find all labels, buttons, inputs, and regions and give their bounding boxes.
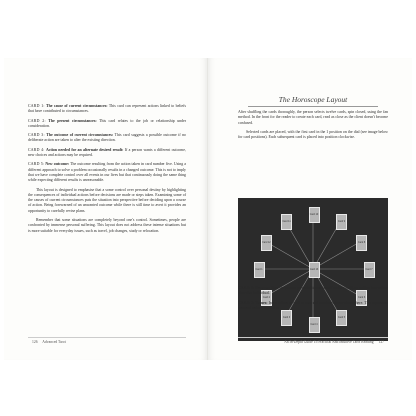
card-text: If a person wants a different outcome, new choices and actions may be required.: [28, 147, 186, 158]
right-page-footer: [238, 337, 388, 344]
card-tag: CARD 3:: [28, 133, 45, 138]
card-tag: CARD 1:: [238, 286, 255, 290]
horoscope-layout-diagram: [238, 198, 388, 341]
left-page: [4, 58, 208, 360]
body-paragraph: Selected cards are placed, with the first card in the 1 position on the dial (see image below for card positions). Each subsequent card is placed into position clockwise.: [238, 129, 388, 140]
tarot-card-position: Card 11: [281, 214, 292, 230]
card-text: This card can represent actions linked to beliefs that have contributed to circumstances.: [28, 104, 186, 114]
card-tag: CARD 1:: [28, 104, 45, 108]
page-number: 127: [378, 340, 384, 344]
body-paragraph: Remember that some situations are completely beyond one's control. Sometimes, people are confronted by immense personal suffering. This layout does not address these intense situations but is more suitable for everyday issues, such as travel, job changes, study or relocation.: [28, 218, 186, 233]
card-tag: CARD 2:: [238, 300, 255, 305]
card-1-persona: [238, 286, 388, 297]
tarot-card-position: Card 8: [356, 235, 367, 251]
tarot-card-position: Card 4: [309, 317, 320, 333]
left-text-column: [28, 104, 186, 238]
tarot-card-position: Card 12: [261, 235, 272, 251]
card-heading: New outcome:: [45, 162, 70, 167]
tarot-card-position: Card 7: [364, 262, 375, 278]
card-text: This card relates to the job or relationship under consideration.: [28, 118, 187, 128]
right-text-column-top: [238, 110, 388, 144]
tarot-card-position: Card 2: [261, 290, 272, 306]
tarot-card-position: Card 5: [336, 310, 347, 326]
book-spread: [4, 58, 412, 360]
card-2-description: [28, 119, 186, 130]
body-paragraph: After shuffling the cards thoroughly, the person selects twelve cards, spin closed, using the fan method. In the front for the reader to create each card, read as close as the client doesn't become confused.: [238, 110, 388, 125]
spoke-line: [265, 242, 313, 270]
tarot-card-center: Card 13: [309, 262, 320, 278]
card-5-description: [28, 162, 186, 183]
spoke-line: [313, 242, 361, 270]
running-head: An In-Depth Guide To Practical And Intuitive Tarot Reading: [284, 340, 374, 344]
card-tag: CARD 2:: [28, 118, 46, 123]
card-heading: The outcome of current circumstances:: [46, 133, 114, 138]
card-tag: CARD 4:: [28, 147, 45, 152]
card-text: This card suggests a possible outcome if no deliberate action are taken to alter the existing direction.: [28, 133, 186, 143]
card-4-description: [28, 148, 186, 159]
card-tag: CARD 5:: [28, 162, 45, 167]
card-text: The outcome resulting from the action taken in card number five. Using a different approach to solve a problem occasionally results in a changed outcome. This is not to imply that we have complete control over all events in our lives but that continuously doing the same thing while expecting different results is unreasonable.: [28, 162, 186, 183]
tarot-card-position: Card 10: [309, 207, 320, 223]
tarot-card-position: Card 1: [254, 262, 265, 278]
section-title: The Horoscope Layout: [248, 95, 378, 107]
running-head: Advanced Tarot: [42, 340, 66, 344]
card-heading: Values:: [255, 300, 268, 305]
right-text-column-bottom: [238, 286, 388, 315]
card-text: Inner values as well as material attachments are shown here. This represents personal values, as well as: [238, 300, 388, 310]
left-page-footer: [28, 337, 186, 344]
tarot-card-position: Card 9: [336, 214, 347, 230]
body-paragraph: This layout is designed to emphasise that a some control over personal destiny by highlighting the consequences of individual actions before decisions are made or steps taken. Examining some of the causes of current circumstances puts the situation into perspective before deciding upon a course of action. Being forewarned of an unwanted outcome while there is still time to avert it provides an opportunity to carefully revise plans.: [28, 187, 186, 213]
card-2-values: [238, 301, 388, 312]
right-page: [208, 58, 412, 360]
card-1-description: [28, 104, 186, 115]
card-text: How the person presents him or herself to the world, as well as how others view this individual.: [238, 286, 388, 296]
page-number: 126: [32, 340, 38, 344]
card-heading: The present circumstances:: [48, 118, 97, 123]
tarot-card-position: Card 3: [281, 310, 292, 326]
card-heading: Persona:: [255, 286, 270, 290]
card-heading: Action needed for an alternate desired result:: [45, 147, 124, 152]
card-heading: The cause of current circumstances:: [46, 104, 108, 108]
tarot-card-position: Card 6: [356, 290, 367, 306]
card-3-description: [28, 133, 186, 144]
